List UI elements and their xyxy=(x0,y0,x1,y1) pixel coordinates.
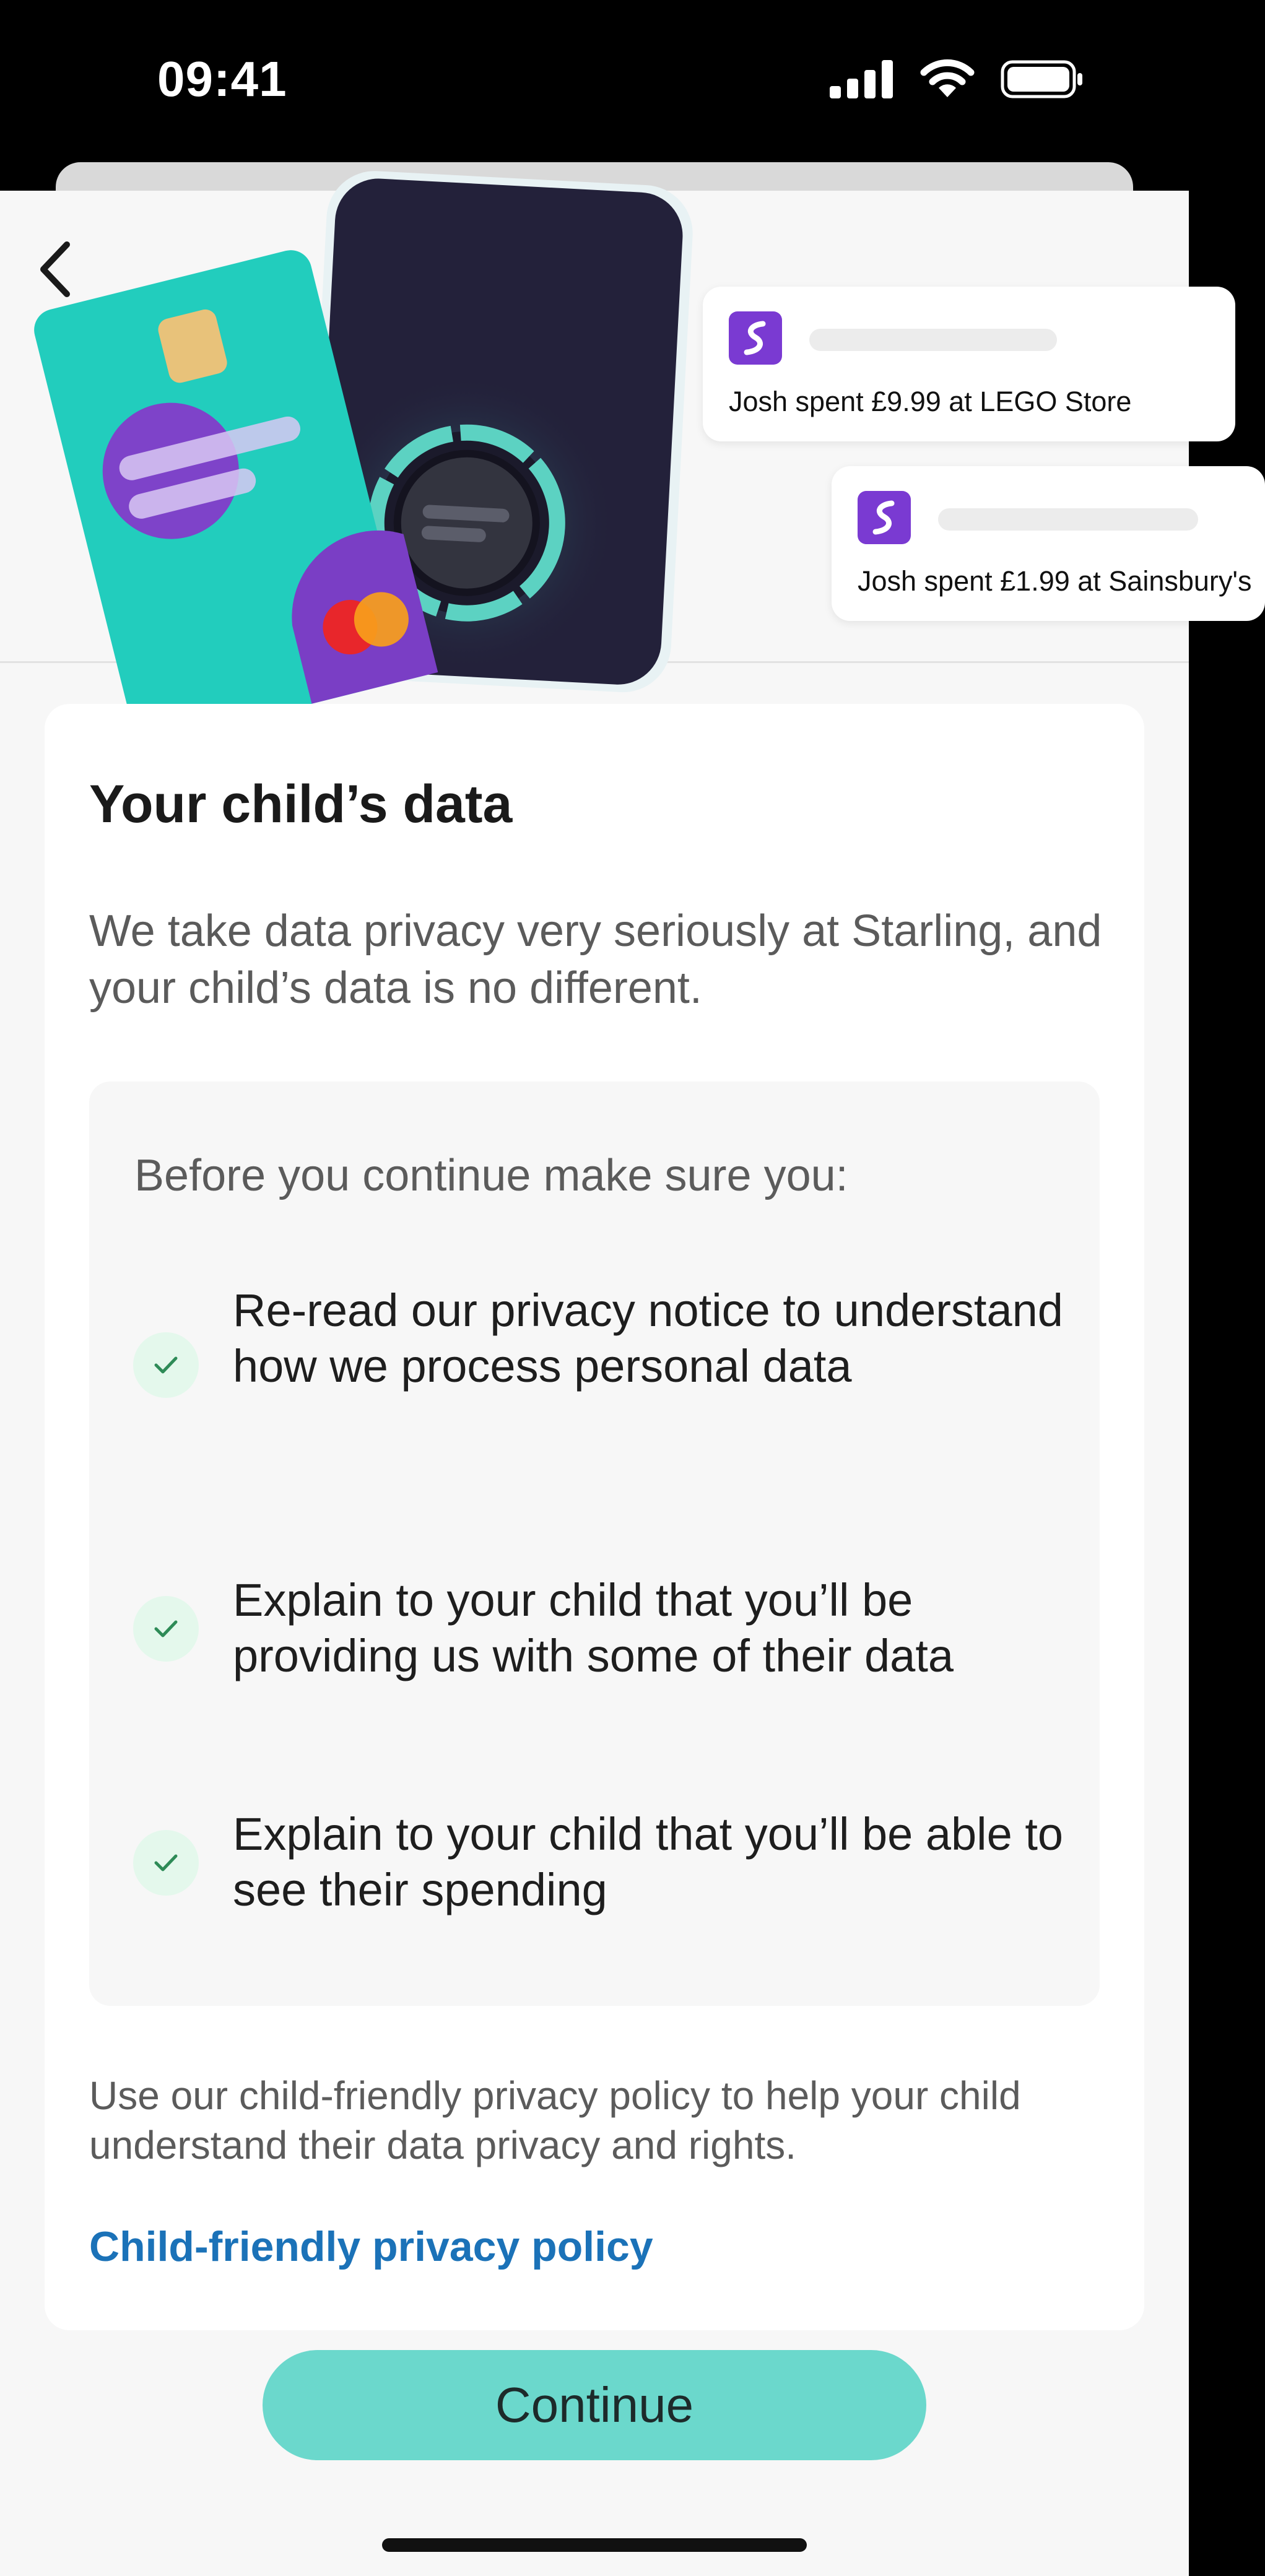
notification-text: Josh spent £1.99 at Sainsbury's xyxy=(858,565,1252,597)
back-chevron-icon xyxy=(37,240,72,299)
status-bar xyxy=(0,0,1189,186)
continue-button[interactable]: Continue xyxy=(263,2350,926,2460)
checkmark-icon xyxy=(133,1830,199,1896)
signal-icon xyxy=(830,60,894,98)
child-privacy-policy-link[interactable]: Child-friendly privacy policy xyxy=(89,2223,653,2270)
back-button[interactable] xyxy=(30,235,79,303)
checkmark-icon xyxy=(133,1332,199,1398)
checklist-item: Re-read our privacy notice to understand how we process personal data xyxy=(233,1285,1063,1392)
home-indicator xyxy=(382,2538,807,2552)
intro-text: We take data privacy very seriously at Starling, and your child’s data is no different. xyxy=(89,906,1102,1013)
notification-card xyxy=(703,287,1235,441)
notification-placeholder-bar xyxy=(809,329,1057,351)
checklist-heading: Before you continue make sure you: xyxy=(134,1151,848,1200)
starling-logo-icon xyxy=(858,491,911,544)
page-title: Your child’s data xyxy=(89,774,513,834)
notification-card xyxy=(832,466,1265,621)
wifi-icon xyxy=(919,59,976,100)
battery-icon xyxy=(1001,60,1084,98)
notification-text: Josh spent £9.99 at LEGO Store xyxy=(729,386,1132,417)
status-icons xyxy=(830,59,1084,100)
checklist-item: Explain to your child that you’ll be able to see their spending xyxy=(233,1808,1064,1915)
status-time: 09:41 xyxy=(157,51,287,106)
privacy-info-text: Use our child-friendly privacy policy to help your child understand their data privacy and rights. xyxy=(89,2073,1021,2167)
hero-illustration xyxy=(0,191,1252,663)
starling-logo-icon xyxy=(729,311,782,365)
checklist-item: Explain to your child that you’ll be providing us with some of their data xyxy=(233,1574,954,1681)
checkmark-icon xyxy=(133,1596,199,1662)
notification-placeholder-bar xyxy=(938,508,1198,531)
